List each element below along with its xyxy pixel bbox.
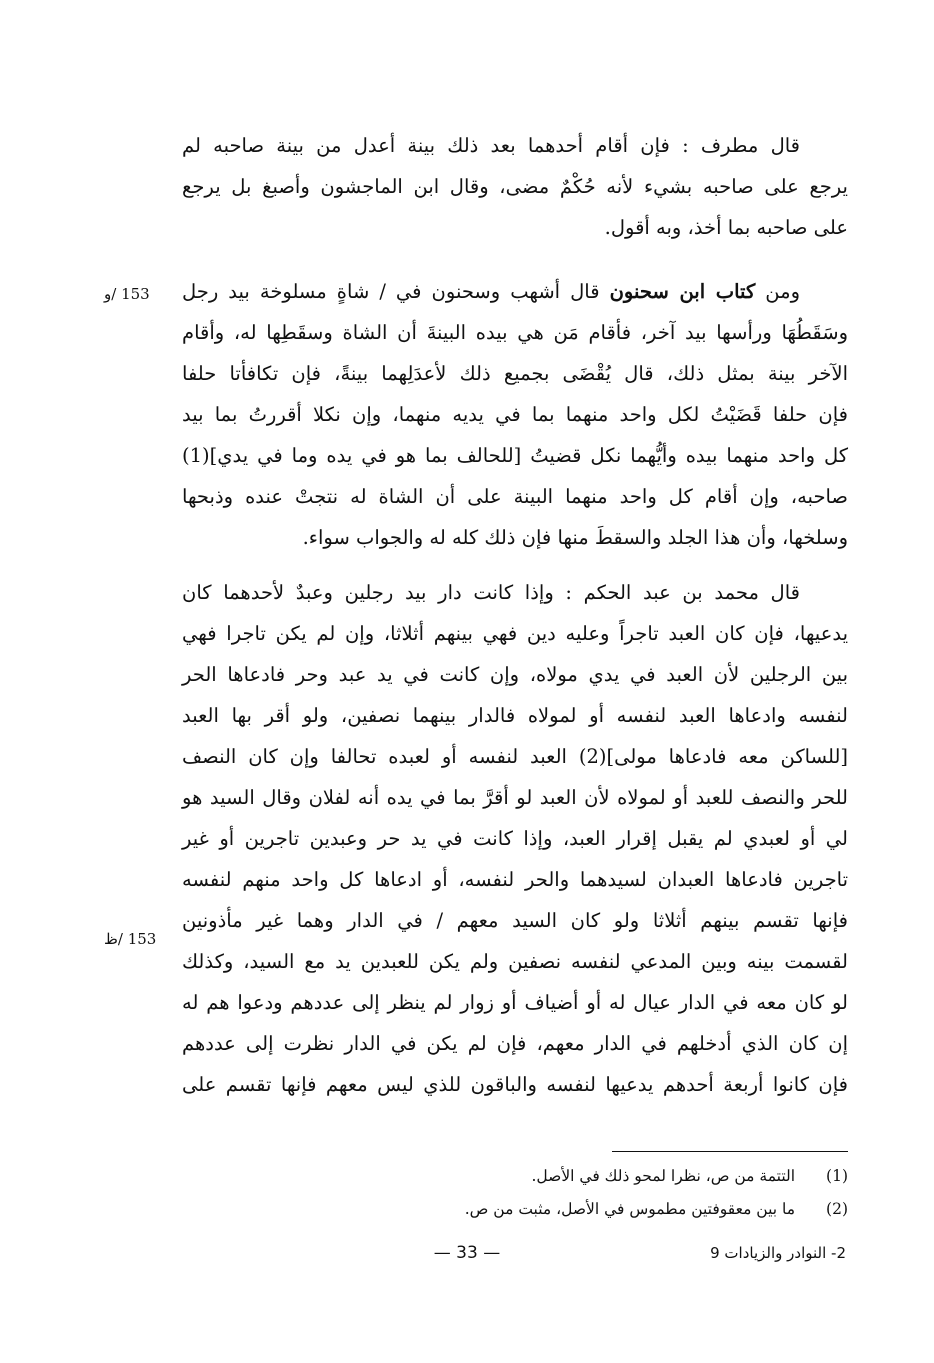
paragraph-3 xyxy=(182,572,848,1105)
text-line: لو كان معه في الدار عيال له أو أضياف أو زوار لم ينظر إلى عددهم ودعوا هم له xyxy=(182,991,848,1014)
footnotes xyxy=(300,1160,848,1226)
text-line: صاحبه، وإن أقام كل واحد منهما البينة على أن الشاة له نتجتْ عنده وذبحها xyxy=(182,485,848,508)
text-line: وسلخها، وأن هذا الجلد والسقطَ منها فإن ذلك كله له والجواب سواء. xyxy=(302,526,848,549)
text-line: الآخر بينة بمثل ذلك، قال يُقْضَى بجميع ذلك لأعدَلِهما بينةً، فإن تكافأتا حلفا xyxy=(182,362,848,385)
text-line: قال مطرف : فإن أقام أحدهما بعد ذلك بينة أعدل من بينة صاحبه لم xyxy=(182,134,800,157)
text-line: وسَقَطُهَا ورأسها بيد آخر، فأقام مَن هي بيده البينةَ أن الشاة وسقَطِها له، وأقام xyxy=(182,321,848,344)
page-number: — 33 — xyxy=(433,1243,501,1263)
text-line: لنفسه وادعاها العبد لنفسه أو لمولاه فالدار بينهما نصفين، ولو أقر بها العبد xyxy=(182,704,848,727)
footnote xyxy=(300,1193,848,1226)
text-line: [للساكن معه فادعاها مولى](2) العبد لنفسه أو لعبده تحالفا وإن كان النصف xyxy=(182,745,848,768)
text-line: تاجرين فادعاها العبدان لسيدهما والحر لنفسه، أو ادعاها كل واحد منهم لنفسه xyxy=(182,868,848,891)
footnote-text: ما بين معقوفتين مطموس في الأصل، مثبت من ص. xyxy=(464,1200,796,1218)
volume-label: 2- النوادر والزيادات 9 xyxy=(710,1244,846,1262)
text-line: إن كان الذي أدخلهم في الدار معهم، فإن لم يكن في الدار نظرت إلى عددهم xyxy=(182,1032,848,1055)
text-line: يرجع على صاحبه بشيء لأنه حُكْمٌ مضى، وقال ابن الماجشون وأصبغ بل يرجع xyxy=(182,175,848,198)
text-line: لي أو لعبدي لم يقبل إقرار العبد، وإذا كانت في يد حر وعبدين تاجرين أو غير xyxy=(182,827,848,850)
text-line: فإنها تقسم بينهم أثلاثا ولو كان السيد معهم / في الدار وهما غير مأذونين xyxy=(182,909,848,932)
text-line: قال محمد بن عبد الحكم : وإذا كانت دار بيد رجلين وعبدٌ لأحدهما كان xyxy=(182,581,800,604)
text-line: للحر والنصف للعبد أو لمولاه لأن العبد لو أقرَّ بما في يده أنه لفلان وقال السيد هو xyxy=(182,786,848,809)
text-line: على صاحبه بما أخذ، وبه أقول. xyxy=(604,216,848,239)
book-title-bold: كتاب ابن سحنون xyxy=(609,280,756,303)
text-line-with-heading: ومن كتاب ابن سحنون قال أشهب وسحنون في / شاةٍ مسلوخة بيد رجل xyxy=(182,280,800,303)
footnote-divider xyxy=(612,1151,848,1152)
paragraph-1 xyxy=(182,125,848,248)
folio-note-recto: 153 /و xyxy=(104,285,150,303)
text-line: فإن حلفا قَضَيْتُ لكل واحد منهما بما في يديه منهما، وإن نكلا أقررتُ بما بيد xyxy=(182,403,848,426)
folio-note-verso: 153 /ظ xyxy=(104,930,157,948)
text-line: يدعيها، فإن كان العبد تاجراً وعليه دين فهي بينهم أثلاثا، وإن لم يكن تاجرا فهي xyxy=(182,622,848,645)
footnote xyxy=(300,1160,848,1193)
text-line: كل واحد منهما بيده وأيُّهما نكل قضيتُ [للحالف بما هو في يده وما في يدي](1) xyxy=(182,444,848,467)
footnote-text: التتمة من ص، نظرا لمحو ذلك في الأصل. xyxy=(531,1167,796,1185)
text-line: بين الرجلين لأن العبد في يدي مولاه، وإن كانت في يد عبد وحر فادعاها الحر xyxy=(182,663,848,686)
footnote-number: (2) xyxy=(826,1200,848,1218)
text-line: لقسمت بينه وبين المدعي لنفسه نصفين ولم يكن للعبدين يد مع السيد، وكذلك xyxy=(182,950,848,973)
text-line: فإن كانوا أربعة أحدهم يدعيها لنفسه والباقون للذي ليس معهم فإنها تقسم على xyxy=(182,1073,848,1096)
footnote-number: (1) xyxy=(826,1167,848,1185)
paragraph-2 xyxy=(182,271,848,558)
